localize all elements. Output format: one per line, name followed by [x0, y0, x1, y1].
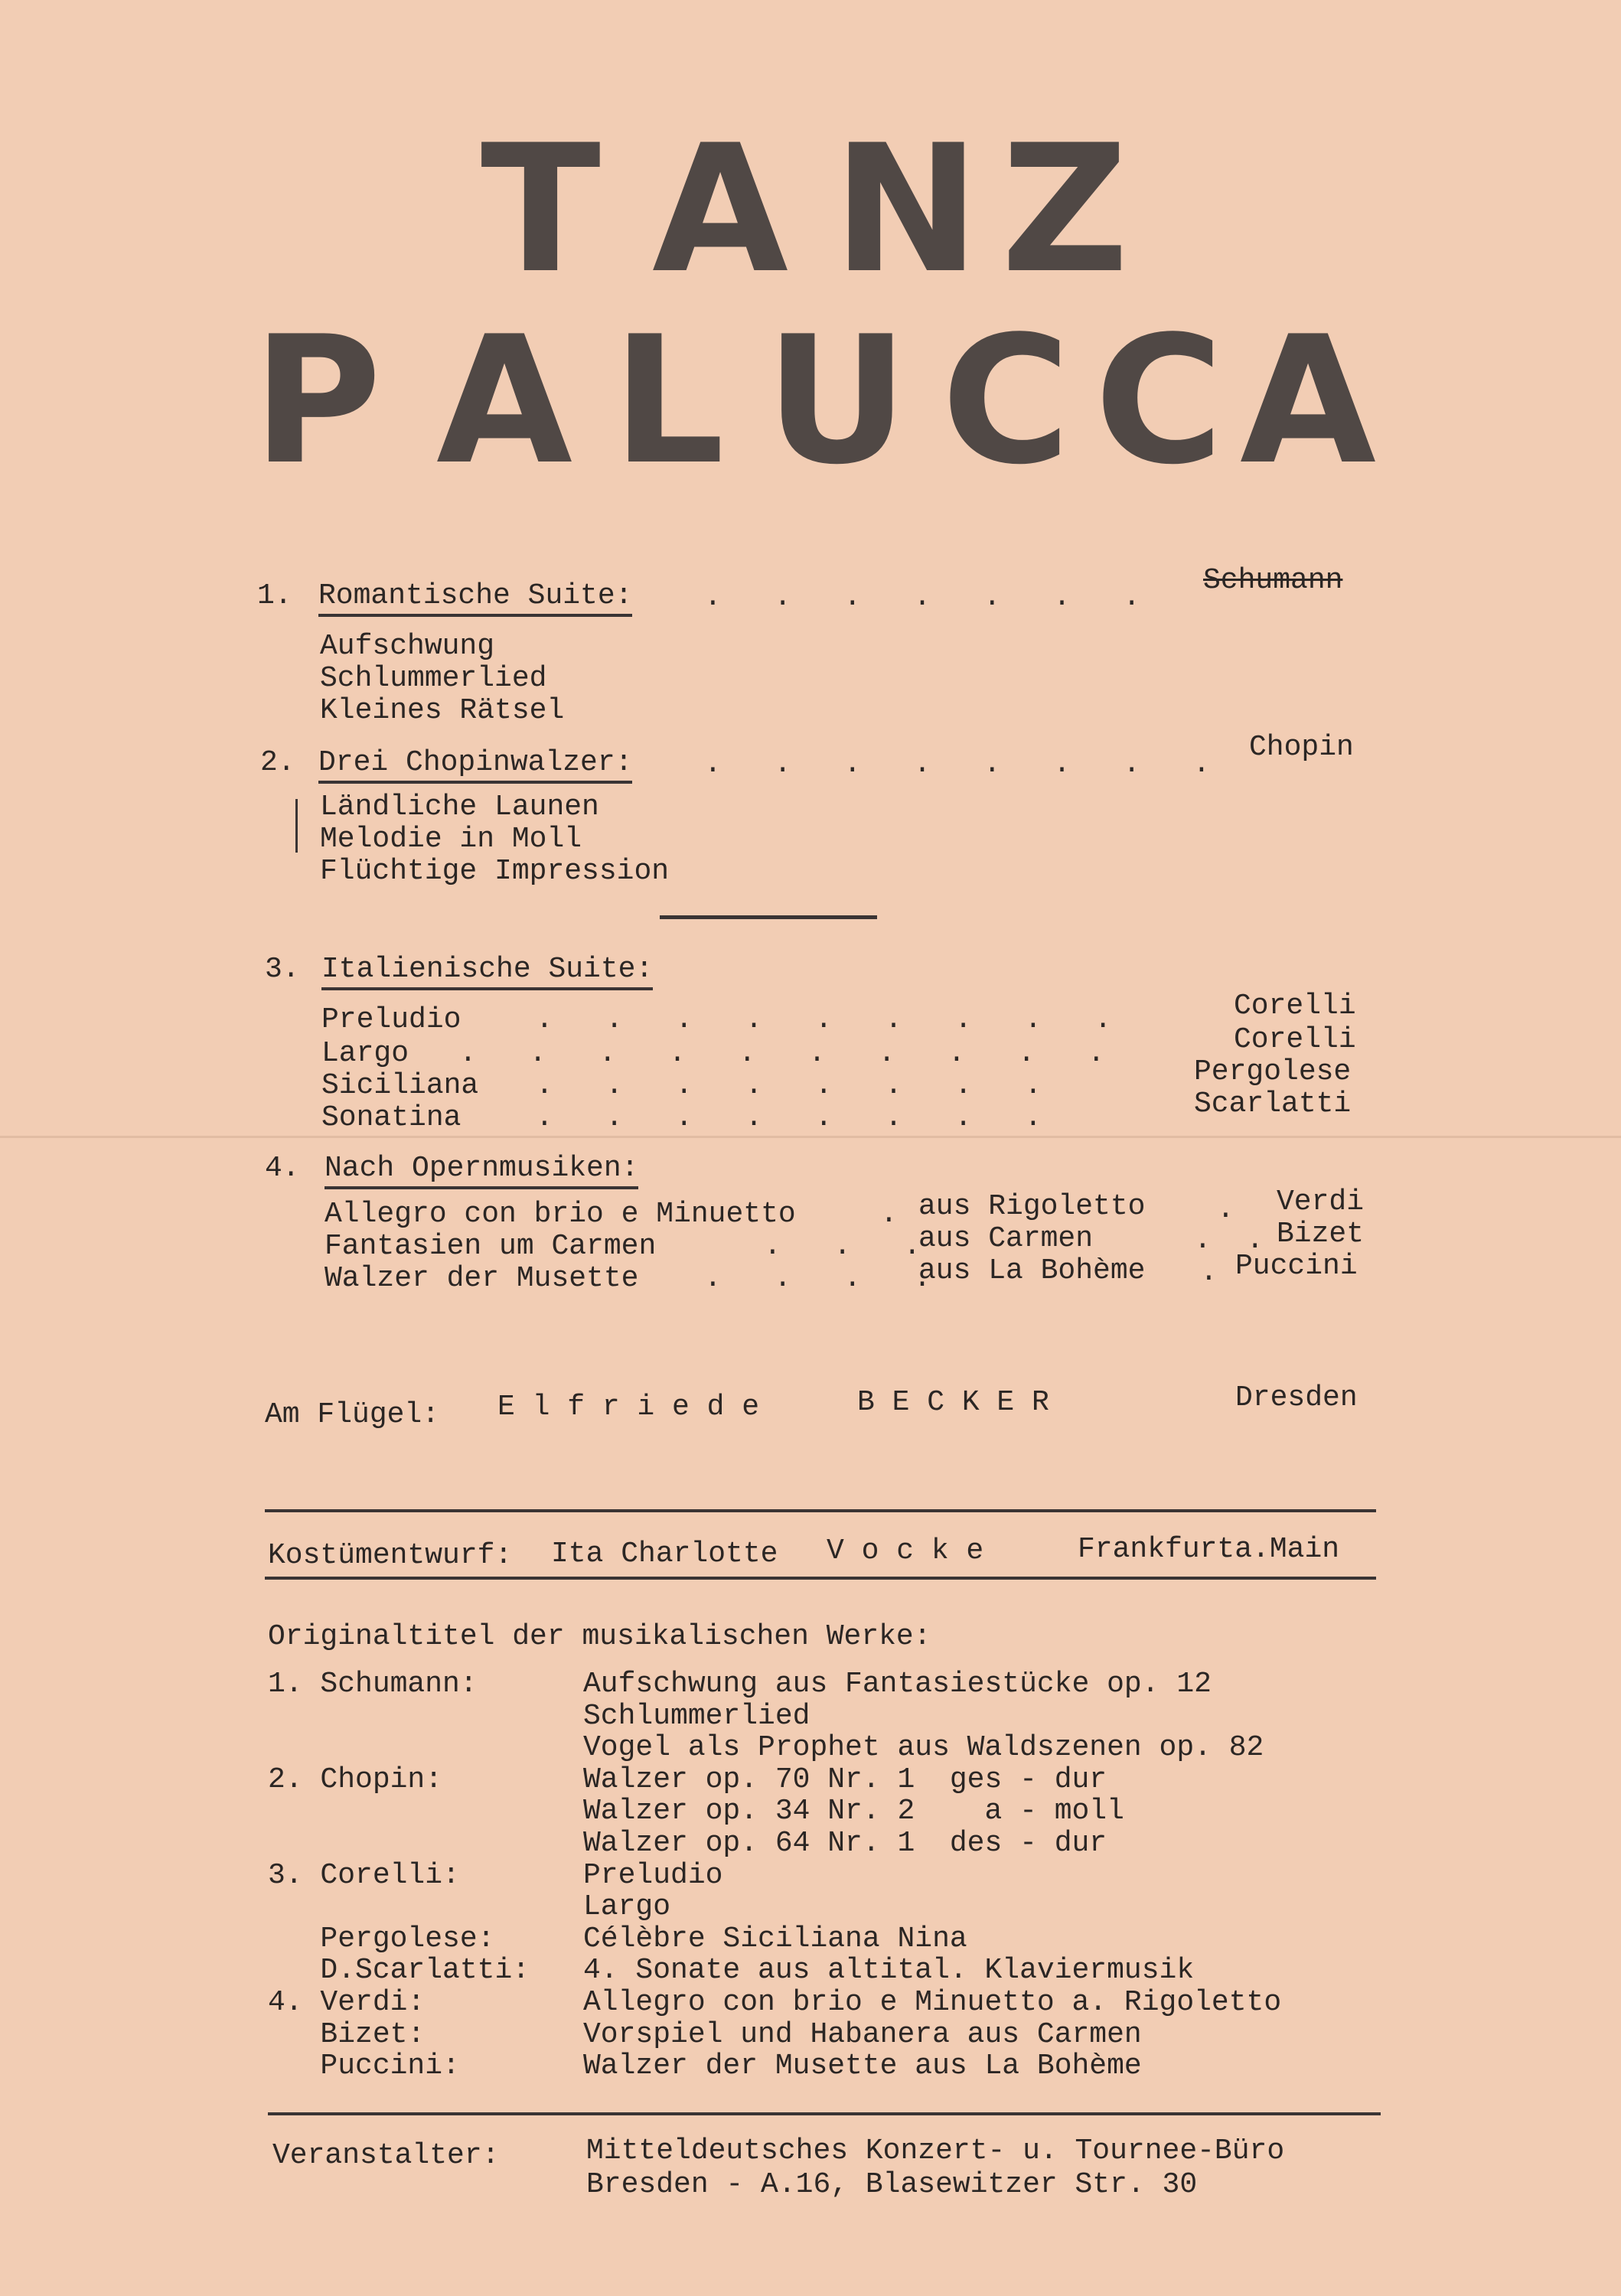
originals-title: 4. Sonate aus altital. Klaviermusik: [583, 1954, 1195, 1988]
title-letter: P: [253, 299, 382, 504]
piece-opera: aus La Bohème: [918, 1254, 1146, 1287]
piece-name: Kleines Rätsel: [320, 694, 565, 727]
piece-name: Aufschwung: [320, 630, 495, 663]
originals-title: Schlummerlied: [583, 1699, 810, 1733]
title-letter: U: [765, 299, 908, 504]
pianist-city: Dresden: [1235, 1381, 1358, 1414]
item-heading: Nach Opernmusiken:: [325, 1153, 638, 1189]
originals-composer: 2. Chopin:: [268, 1763, 443, 1796]
piece-composer: Scarlatti: [1194, 1088, 1352, 1120]
pianist-first-name: E l f r i e d e: [497, 1391, 760, 1424]
originals-composer: Puccini:: [268, 2050, 460, 2083]
piece-name: Allegro con brio e Minuetto: [325, 1198, 796, 1231]
originals-composer: Bizet:: [268, 2017, 426, 2051]
leader-dots: . . . . . . . .: [536, 1069, 1042, 1102]
margin-bracket: [295, 799, 298, 853]
title-letter: A: [436, 299, 573, 504]
organizer-line: Mitteldeutsches Konzert- u. Tournee-Büro: [586, 2135, 1285, 2167]
leader-dots: . . . . . . .: [704, 581, 1141, 614]
item-composer: Schumann: [1203, 564, 1343, 597]
title-letter: L: [612, 299, 725, 504]
title-letter: A: [1240, 299, 1377, 504]
item-heading: Drei Chopinwalzer:: [318, 747, 632, 784]
originals-title: Largo: [583, 1890, 671, 1924]
title-letter: Z: [1001, 108, 1129, 312]
leader-dots: . . . . . . . . .: [536, 1003, 1112, 1036]
item-number: 1.: [257, 579, 292, 612]
piano-label: Am Flügel:: [265, 1398, 440, 1431]
piece-opera: aus Rigoletto: [918, 1190, 1146, 1223]
originals-composer: 3. Corelli:: [268, 1858, 460, 1892]
paper-fold: [0, 1136, 1621, 1138]
piece-name: Sonatina: [321, 1101, 462, 1134]
originals-composer: D.Scarlatti:: [268, 1954, 530, 1988]
piece-name: Schlummerlied: [320, 662, 547, 695]
originals-title: Célèbre Siciliana Nina: [583, 1922, 967, 1955]
costume-label: Kostümentwurf:: [268, 1539, 513, 1572]
pianist-last-name: B E C K E R: [857, 1386, 1049, 1419]
piece-name: Siciliana: [321, 1069, 479, 1102]
leader-dots: .: [1200, 1256, 1218, 1289]
organizer-rule: [268, 2112, 1381, 2115]
organizer-line: Bresden - A.16, Blasewitzer Str. 30: [586, 2168, 1198, 2201]
leader-dots: . .: [1194, 1224, 1264, 1257]
item-heading: Italienische Suite:: [321, 954, 653, 990]
item-number: 2.: [260, 746, 295, 779]
title-letter: C: [1094, 299, 1224, 504]
piece-name: Preludio: [321, 1003, 462, 1036]
piece-composer: Corelli: [1234, 1023, 1356, 1056]
originals-title: Walzer op. 70 Nr. 1 ges - dur: [583, 1763, 1107, 1796]
originals-heading: Originaltitel der musikalischen Werke:: [268, 1620, 931, 1653]
costume-rule-bottom: [265, 1577, 1376, 1580]
leader-dots: . . . . . . . .: [704, 748, 1211, 781]
piece-opera: aus Carmen: [918, 1222, 1094, 1255]
item-number: 4.: [265, 1152, 300, 1185]
leader-dots: . . .: [764, 1230, 921, 1263]
originals-title: Walzer op. 34 Nr. 2 a - moll: [583, 1795, 1124, 1828]
piece-name: Flüchtige Impression: [320, 855, 670, 888]
piece-composer: Verdi: [1277, 1186, 1365, 1218]
originals-composer: 4. Verdi:: [268, 1986, 426, 2019]
organizer-label: Veranstalter:: [272, 2139, 500, 2172]
originals-title: Walzer der Musette aus La Bohème: [583, 2050, 1142, 2083]
piece-name: Ländliche Launen: [320, 791, 599, 823]
designer-city: Frankfurta.Main: [1078, 1533, 1340, 1566]
designer-last-name: V o c k e: [827, 1534, 984, 1567]
piece-composer: Puccini: [1235, 1250, 1358, 1283]
title-letter: T: [481, 108, 601, 312]
originals-composer: 1. Schumann:: [268, 1668, 478, 1701]
piece-composer: Pergolese: [1194, 1055, 1352, 1088]
piece-name: Melodie in Moll: [320, 823, 582, 856]
originals-title: Aufschwung aus Fantasiestücke op. 12: [583, 1668, 1212, 1701]
originals-title: Allegro con brio e Minuetto a. Rigoletto: [583, 1986, 1282, 2019]
leader-dots: . . . .: [704, 1262, 931, 1295]
title-letter: A: [652, 108, 789, 312]
leader-dots: .: [880, 1198, 898, 1231]
title-letter: N: [833, 108, 980, 312]
originals-title: Vogel als Prophet aus Waldszenen op. 82: [583, 1731, 1264, 1765]
piece-composer: Corelli: [1234, 990, 1356, 1022]
piece-name: Walzer der Musette: [325, 1262, 639, 1295]
leader-dots: .: [1217, 1193, 1235, 1226]
costume-rule-top: [265, 1509, 1376, 1512]
item-number: 3.: [265, 953, 300, 986]
piece-composer: Bizet: [1277, 1218, 1365, 1251]
section-divider: [660, 915, 877, 919]
piece-name: Largo: [321, 1037, 409, 1070]
designer-first-name: Ita Charlotte: [551, 1538, 778, 1570]
originals-title: Preludio: [583, 1858, 723, 1892]
piece-name: Fantasien um Carmen: [325, 1230, 657, 1263]
item-heading: Romantische Suite:: [318, 580, 632, 617]
title-letter: C: [941, 299, 1071, 504]
leader-dots: . . . . . . . . . .: [459, 1037, 1105, 1070]
originals-composer: Pergolese:: [268, 1922, 495, 1955]
leader-dots: . . . . . . . .: [536, 1101, 1042, 1134]
originals-title: Walzer op. 64 Nr. 1 des - dur: [583, 1827, 1107, 1860]
originals-title: Vorspiel und Habanera aus Carmen: [583, 2017, 1142, 2051]
item-composer: Chopin: [1249, 731, 1354, 764]
